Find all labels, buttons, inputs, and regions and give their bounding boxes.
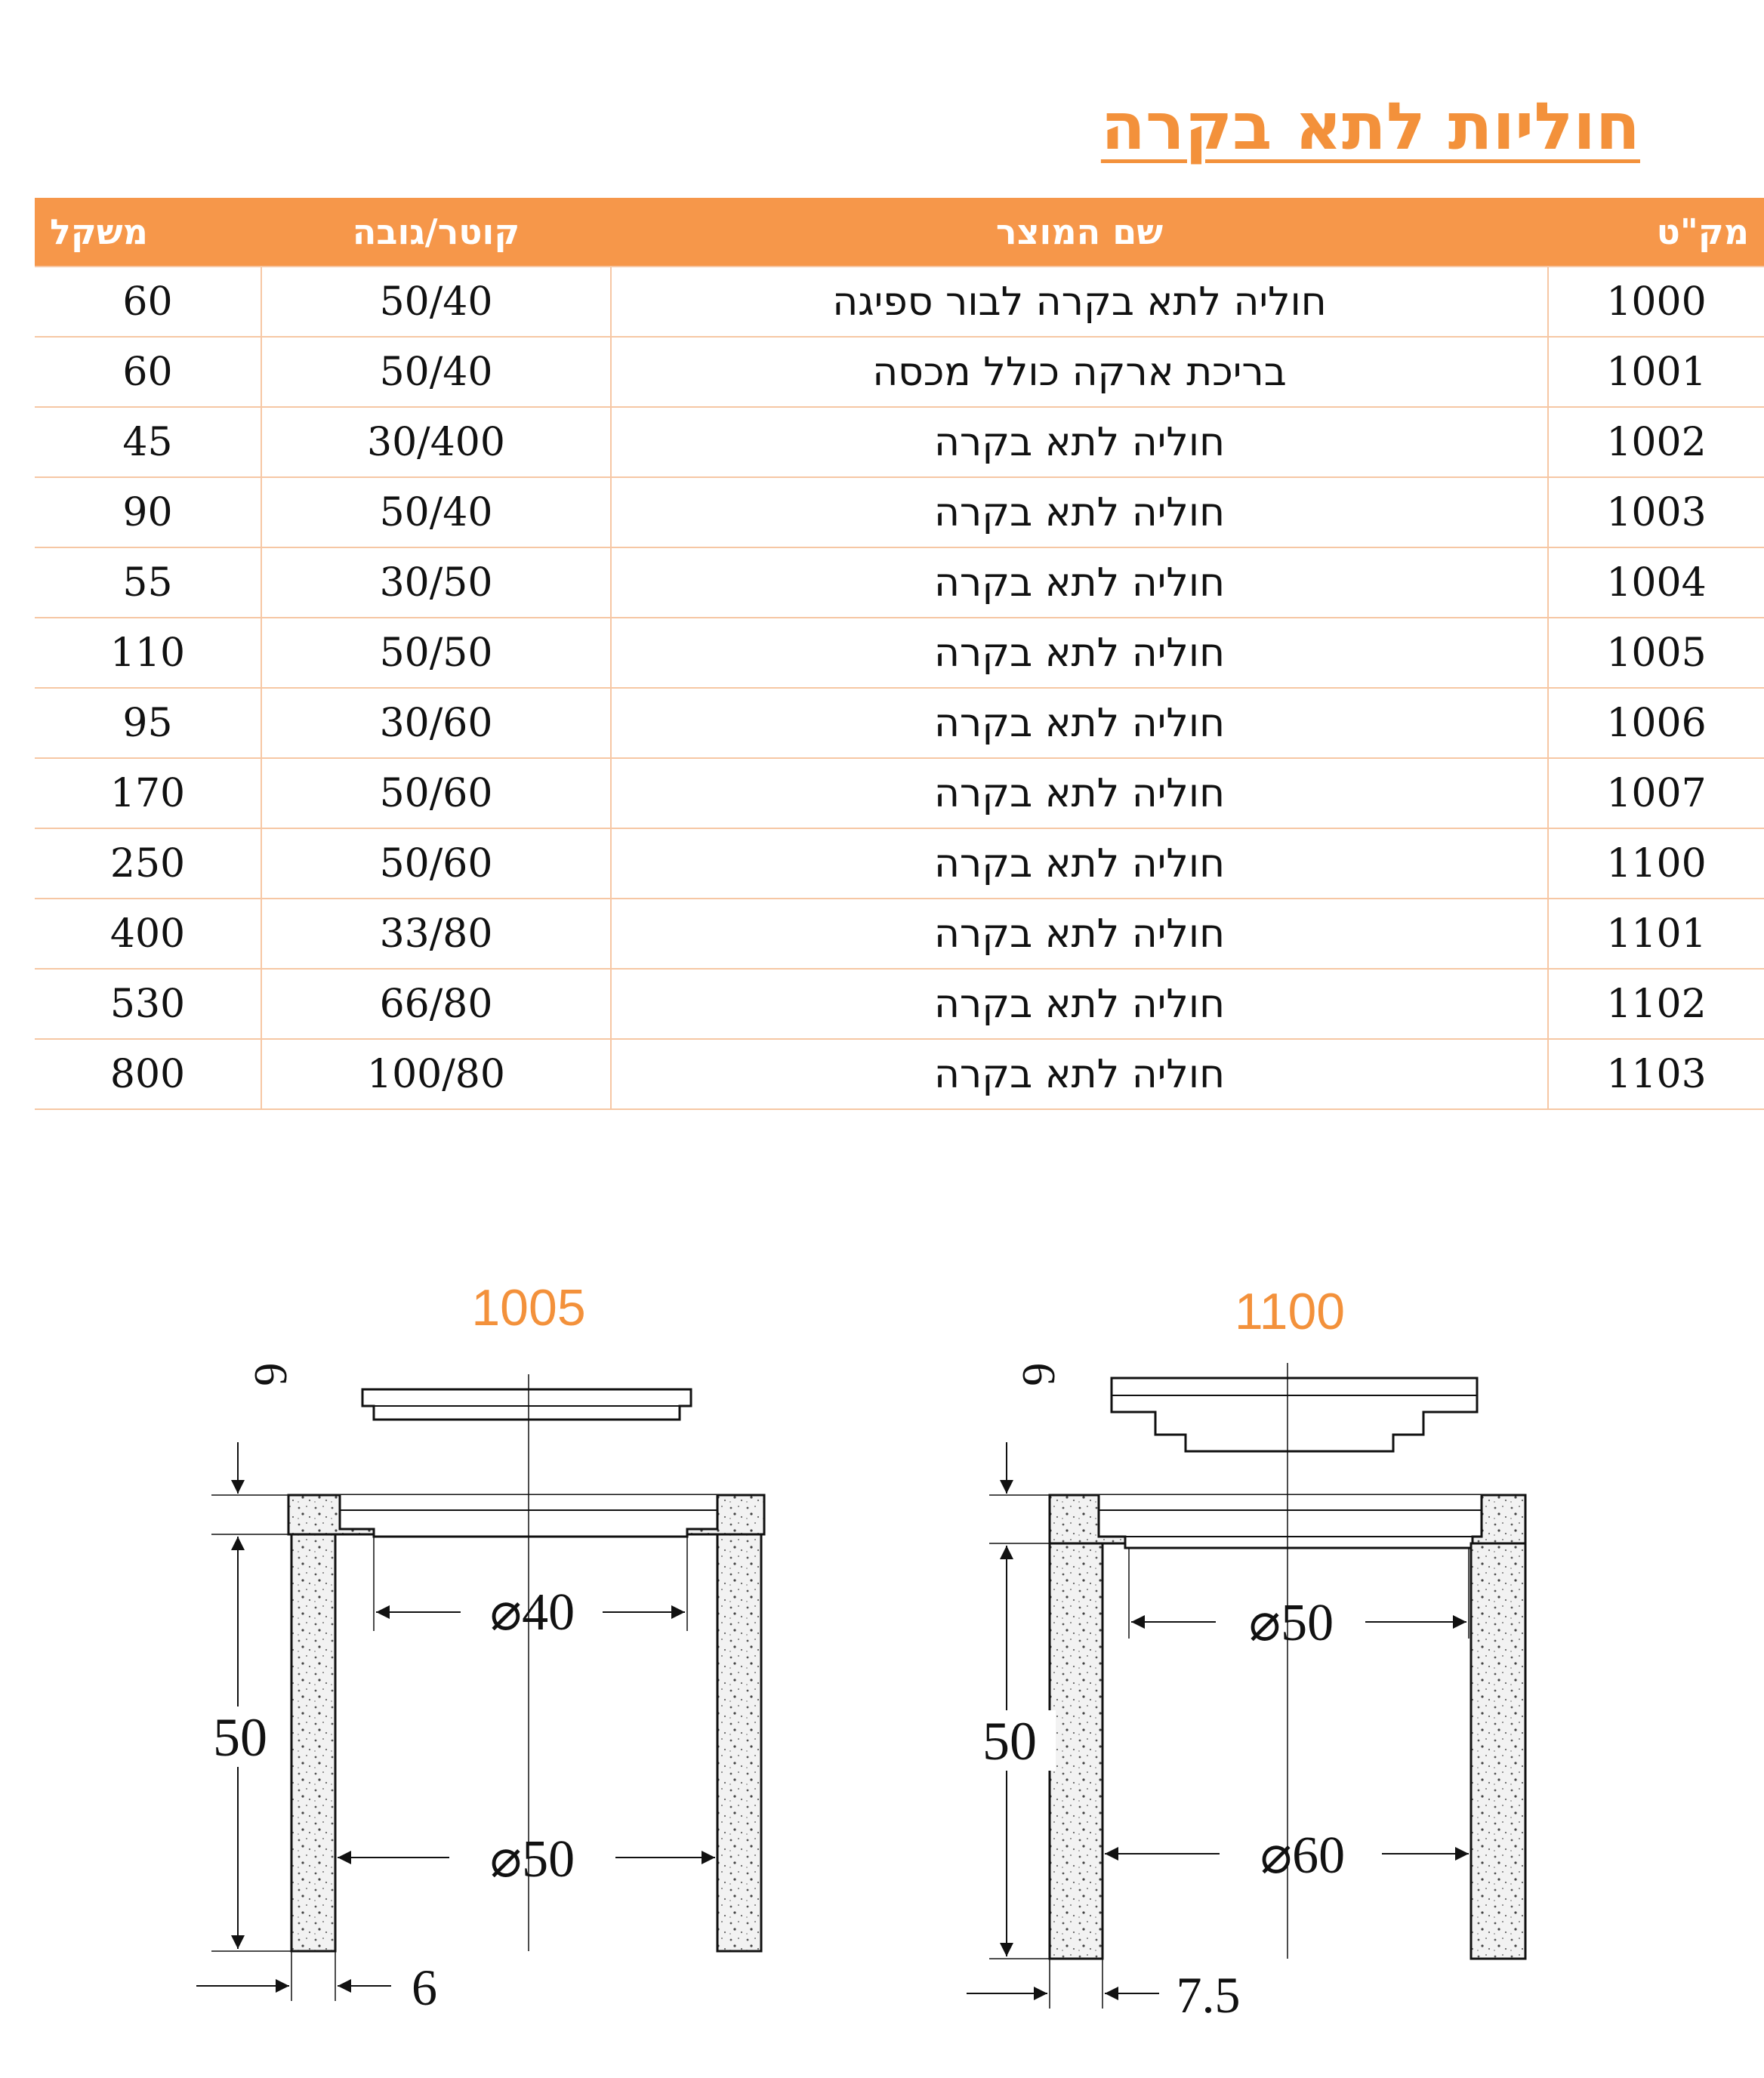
cell-name: חוליה לתא בקרה לבור ספיגה [611, 267, 1548, 337]
cell-dims: 50/60 [261, 758, 611, 828]
cell-name: בריכת ארקה כולל מכסה [611, 337, 1548, 407]
cell-weight: 60 [35, 337, 261, 407]
lid [362, 1389, 691, 1420]
table-row [35, 688, 1764, 758]
cell-weight: 90 [35, 477, 261, 547]
cell-dims: 50/50 [261, 618, 611, 688]
dim-wall: 7.5 [1176, 1966, 1241, 2024]
table-row [35, 899, 1764, 969]
cell-dims: 50/40 [261, 337, 611, 407]
wall-left [1050, 1543, 1102, 1959]
table-header-row [35, 198, 1764, 267]
cell-sku: 1101 [1548, 899, 1764, 969]
cell-weight: 60 [35, 267, 261, 337]
cell-sku: 1000 [1548, 267, 1764, 337]
cell-name: חוליה לתא בקרה [611, 758, 1548, 828]
cell-sku: 1002 [1548, 407, 1764, 477]
cell-dims: 50/60 [261, 828, 611, 899]
product-table [35, 198, 1764, 1110]
cell-name: חוליה לתא בקרה [611, 547, 1548, 618]
cell-sku: 1100 [1548, 828, 1764, 899]
table-row [35, 969, 1764, 1039]
cell-sku: 1001 [1548, 337, 1764, 407]
cell-weight: 110 [35, 618, 261, 688]
header-weight: משקל [35, 198, 261, 267]
cell-sku: 1003 [1548, 477, 1764, 547]
table-row [35, 477, 1764, 547]
header-dims: קוטר/גובה [261, 198, 611, 267]
table-row [35, 547, 1764, 618]
header-name: שם המוצר [611, 198, 1548, 267]
table-row [35, 758, 1764, 828]
cell-name: חוליה לתא בקרה [611, 407, 1548, 477]
cell-sku: 1007 [1548, 758, 1764, 828]
drawing-1005 [195, 1279, 764, 2016]
cell-weight: 400 [35, 899, 261, 969]
cell-dims: 100/80 [261, 1039, 611, 1109]
cell-sku: 1004 [1548, 547, 1764, 618]
cell-weight: 250 [35, 828, 261, 899]
cell-name: חוליה לתא בקרה [611, 618, 1548, 688]
table-row [35, 267, 1764, 337]
cell-sku: 1103 [1548, 1039, 1764, 1109]
dim-inner-top: ⌀50 [1248, 1594, 1334, 1652]
wall-right [1471, 1543, 1525, 1959]
cell-dims: 30/50 [261, 547, 611, 618]
wall-right [717, 1534, 761, 1951]
cell-name: חוליה לתא בקרה [611, 688, 1548, 758]
cell-sku: 1102 [1548, 969, 1764, 1039]
technical-drawings [113, 1238, 1593, 2039]
cell-dims: 30/60 [261, 688, 611, 758]
lid [1112, 1378, 1477, 1451]
dim-top: 6 [1013, 1362, 1064, 1386]
header-sku: מק"ט [1548, 198, 1764, 267]
cell-dims: 50/40 [261, 267, 611, 337]
dim-wall: 6 [412, 1959, 437, 2016]
cell-name: חוליה לתא בקרה [611, 477, 1548, 547]
cell-name: חוליה לתא בקרה [611, 899, 1548, 969]
model-label: 1005 [471, 1279, 586, 1337]
cell-sku: 1006 [1548, 688, 1764, 758]
cell-weight: 530 [35, 969, 261, 1039]
cell-weight: 170 [35, 758, 261, 828]
drawings-svg [113, 1238, 1593, 2039]
cell-dims: 50/40 [261, 477, 611, 547]
drawing-1100 [965, 1283, 1525, 2024]
cell-dims: 66/80 [261, 969, 611, 1039]
dim-inner-top: ⌀40 [489, 1583, 575, 1642]
wall-left [291, 1534, 335, 1951]
cell-dims: 30/400 [261, 407, 611, 477]
cell-weight: 800 [35, 1039, 261, 1109]
table-row [35, 337, 1764, 407]
cell-dims: 33/80 [261, 899, 611, 969]
dim-inner-bottom: ⌀50 [489, 1830, 575, 1888]
dim-height: 50 [982, 1711, 1037, 1771]
table-row [35, 1039, 1764, 1109]
cell-weight: 55 [35, 547, 261, 618]
cell-weight: 45 [35, 407, 261, 477]
table-row [35, 618, 1764, 688]
cell-name: חוליה לתא בקרה [611, 828, 1548, 899]
cell-sku: 1005 [1548, 618, 1764, 688]
dim-height: 50 [213, 1707, 267, 1768]
model-label: 1100 [1234, 1283, 1346, 1340]
dim-top: 6 [245, 1362, 296, 1386]
cell-name: חוליה לתא בקרה [611, 1039, 1548, 1109]
page-title: חוליות לתא בקרה [1100, 89, 1640, 165]
cell-name: חוליה לתא בקרה [611, 969, 1548, 1039]
dim-inner-bottom: ⌀60 [1260, 1827, 1346, 1885]
table-row [35, 828, 1764, 899]
cell-weight: 95 [35, 688, 261, 758]
table-row [35, 407, 1764, 477]
